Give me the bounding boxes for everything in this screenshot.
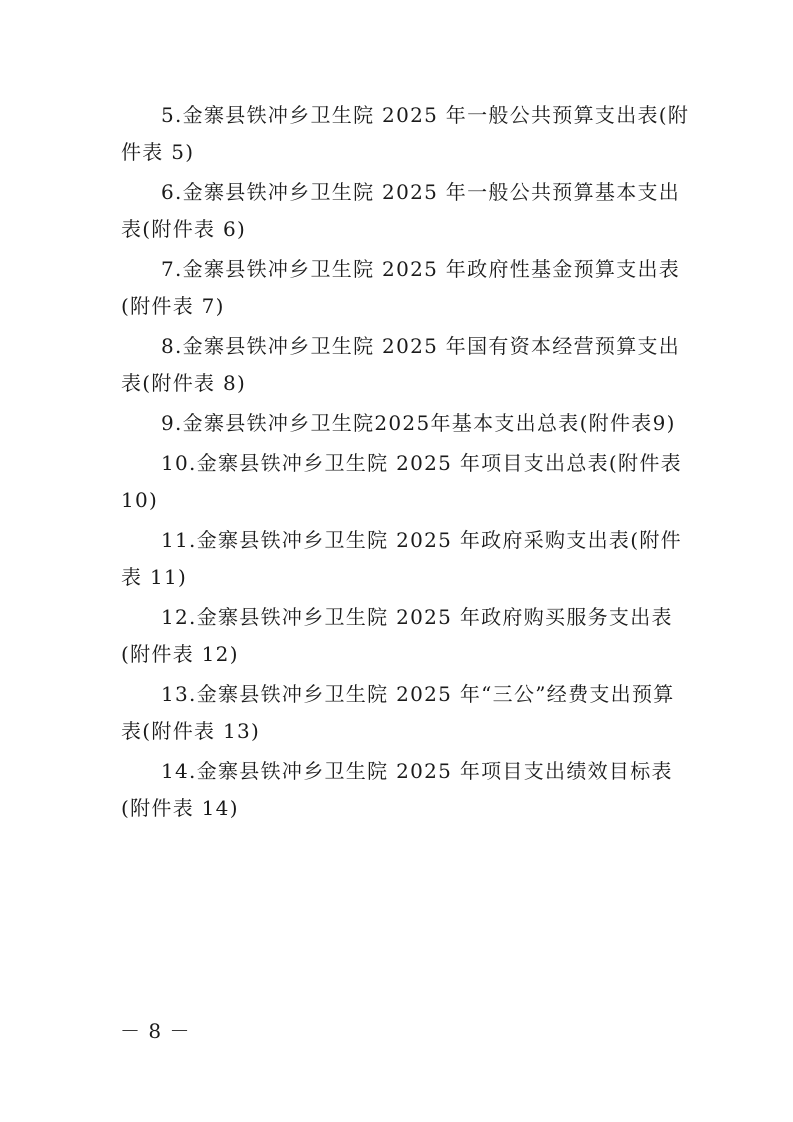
attachment-list — [121, 97, 690, 830]
list-item — [121, 405, 675, 442]
list-item-line2: (附件表 14) — [121, 796, 239, 820]
list-item-line2: 表(附件表 13) — [121, 719, 261, 743]
list-item — [121, 174, 681, 248]
list-item-line2: 件表 5) — [121, 140, 195, 164]
list-item-line2: 表 11) — [121, 565, 188, 589]
list-item-line1: 6.金寨县铁冲乡卫生院 2025 年一般公共预算基本支出 — [161, 180, 681, 204]
list-item-line1: 9.金寨县铁冲乡卫生院2025年基本支出总表(附件表9) — [161, 411, 676, 435]
list-item — [121, 97, 690, 171]
list-item-line2: (附件表 7) — [121, 294, 225, 318]
list-item-line1: 14.金寨县铁冲乡卫生院 2025 年项目支出绩效目标表 — [161, 759, 673, 783]
list-item — [121, 676, 675, 750]
list-item — [121, 522, 682, 596]
list-item-line2: 表(附件表 8) — [121, 371, 247, 395]
list-item — [121, 251, 681, 325]
page-number: － 8 － — [120, 1019, 191, 1043]
list-item-line1: 13.金寨县铁冲乡卫生院 2025 年“三公”经费支出预算 — [161, 682, 675, 706]
list-item — [121, 753, 675, 827]
list-item — [121, 328, 681, 402]
list-item-line1: 8.金寨县铁冲乡卫生院 2025 年国有资本经营预算支出 — [161, 334, 681, 358]
list-item-line1: 11.金寨县铁冲乡卫生院 2025 年政府采购支出表(附件 — [161, 528, 682, 552]
list-item — [121, 445, 682, 519]
list-item-line1: 7.金寨县铁冲乡卫生院 2025 年政府性基金预算支出表 — [161, 257, 681, 281]
list-item — [121, 599, 675, 673]
list-item-line2: (附件表 12) — [121, 642, 239, 666]
list-item-line1: 5.金寨县铁冲乡卫生院 2025 年一般公共预算支出表(附 — [161, 103, 690, 127]
list-item-line2: 表(附件表 6) — [121, 217, 247, 241]
list-item-line1: 10.金寨县铁冲乡卫生院 2025 年项目支出总表(附件表 — [161, 451, 682, 475]
list-item-line1: 12.金寨县铁冲乡卫生院 2025 年政府购买服务支出表 — [161, 605, 673, 629]
list-item-line2: 10) — [121, 488, 159, 512]
